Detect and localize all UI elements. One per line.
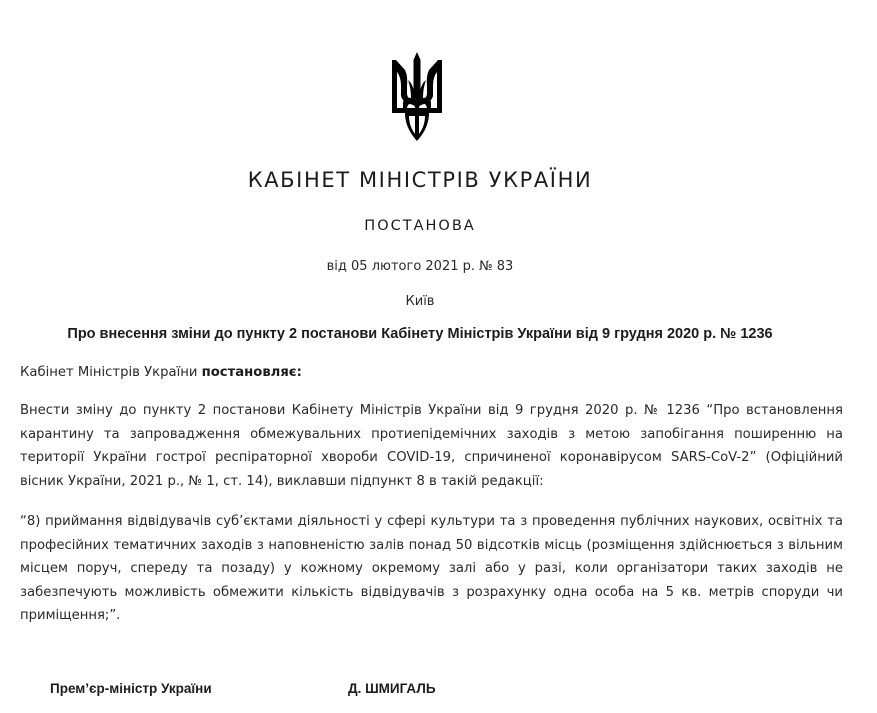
main-paragraph: Внести зміну до пункту 2 постанови Кабінету Міністрів України від 9 грудня 2020 р. № 1236 “Про встановлення карантину та запровадження обмежувальних протиепідемічних заходів з метою запобігання поширенню на території України гострої респіраторної хвороби COVID-19, спричиненої коронавірусом SARS-CoV-2” (Офіційний вісник України, 2021 р., № 1, ст. 14), виклавши підпункт 8 в такій редакції: bbox=[20, 403, 843, 489]
signatory-position: Прем’єр-міністр України bbox=[50, 681, 212, 696]
document-city: Київ bbox=[405, 294, 435, 309]
quoted-paragraph: “8) приймання відвідувачів суб’єктами діяльності у сфері культури та з проведення публічних наукових, освітніх та професійних тематичних заходів з наповненістю залів понад 50 відсотків місць (розміщення здійснюється з вільним місцем поруч, спереду та позаду) у кожному окремому залі або у разі, коли організатори таких заходів не забезпечують можливість обмежити кількість відвідувачів з розрахунку одна особа на 5 кв. метрів споруди чи приміщення;”. bbox=[20, 514, 843, 623]
intro-text: Кабінет Міністрів України bbox=[20, 365, 202, 380]
signatory-name: Д. ШМИГАЛЬ bbox=[348, 681, 436, 696]
coat-of-arms-icon bbox=[391, 52, 443, 142]
intro-paragraph bbox=[20, 361, 843, 385]
intro-resolves: постановляє: bbox=[201, 365, 302, 380]
document-subject: Про внесення зміни до пункту 2 постанови Кабінету Міністрів України від 9 грудня 2020 р. № 1236 bbox=[67, 326, 773, 342]
organization-title: КАБІНЕТ МІНІСТРІВ УКРАЇНИ bbox=[247, 168, 593, 192]
document-type: ПОСТАНОВА bbox=[364, 218, 476, 234]
document-date-number: від 05 лютого 2021 р. № 83 bbox=[326, 259, 514, 274]
